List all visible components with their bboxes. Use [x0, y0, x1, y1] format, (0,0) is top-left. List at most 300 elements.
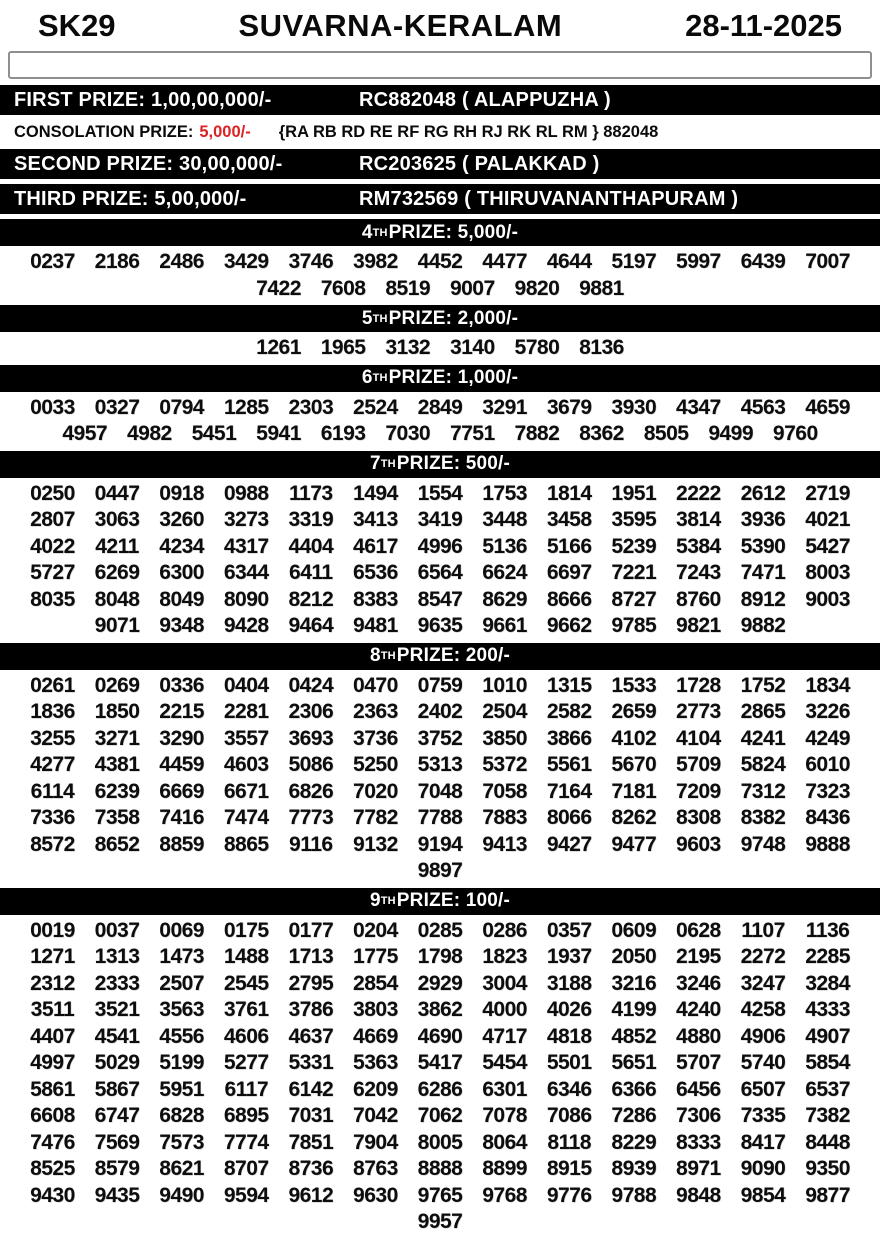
prize-number: 3226: [805, 700, 850, 723]
prize-number: 2486: [159, 250, 204, 273]
prize-number: 3319: [288, 508, 334, 531]
prize-number: 4333: [805, 998, 850, 1021]
prize-number: 8048: [94, 587, 140, 611]
prize-number: 8763: [353, 1157, 398, 1180]
number-row: [0, 276, 880, 303]
prize-number: 3216: [611, 971, 657, 995]
prize-number: 7306: [676, 1104, 721, 1127]
prize-number: 0988: [223, 481, 269, 505]
prize-number: 3761: [223, 998, 269, 1021]
prize-number: 9132: [353, 832, 398, 856]
prize-number: 2312: [30, 971, 75, 995]
prize-number: 6193: [320, 422, 366, 445]
number-row: [0, 673, 880, 700]
prize-number: 1728: [676, 673, 721, 697]
prize-number: 2865: [740, 700, 786, 723]
prize-number: 5727: [30, 561, 75, 584]
prize-number: 0285: [417, 918, 463, 942]
prize-number: 9003: [805, 587, 850, 611]
prize-number: 2050: [611, 945, 657, 968]
second-prize-winner: RC203625 ( PALAKKAD ): [359, 152, 600, 175]
prize-number: 3255: [30, 726, 75, 750]
prize-number: 4690: [417, 1024, 463, 1048]
prize-number: 8417: [740, 1130, 786, 1154]
prize-number: 6301: [482, 1077, 527, 1101]
prize-number: 7181: [611, 779, 657, 803]
prize-number: 5331: [288, 1051, 334, 1074]
third-prize-winner: RM732569 ( THIRUVANANTHAPURAM ): [359, 187, 739, 210]
prize-number: 7416: [159, 806, 204, 829]
prize-number: 6010: [805, 753, 850, 776]
prize-number: 1533: [611, 673, 657, 697]
prize-number: 0357: [546, 918, 592, 942]
prize-number: 8064: [482, 1130, 527, 1154]
prize-number: 6346: [546, 1077, 592, 1101]
prize-number: 8621: [159, 1157, 204, 1180]
prize-number: 8035: [30, 587, 75, 611]
prize-number: 1951: [611, 481, 657, 505]
prize-number: 5384: [676, 534, 721, 558]
prize-number: 9820: [514, 276, 560, 300]
prize-number: 3247: [740, 971, 786, 995]
prize-number: 3063: [94, 508, 140, 531]
prize-number: 5854: [805, 1051, 850, 1074]
prize-number: 1965: [320, 336, 366, 359]
prize-number: 5427: [805, 534, 850, 558]
prize-number: 1494: [353, 481, 398, 505]
prize-number: 7774: [223, 1130, 269, 1154]
prize-number: 9881: [579, 276, 624, 300]
prize-number: 3260: [159, 508, 204, 531]
prize-number: 7221: [611, 561, 657, 584]
prize-number: 2303: [288, 395, 334, 419]
prize-number: 6507: [740, 1077, 786, 1101]
number-row: [0, 858, 880, 885]
prize-number: 7904: [353, 1130, 398, 1154]
prize-number: 2507: [159, 971, 204, 995]
prize-number: 9630: [353, 1183, 398, 1207]
prize-number: 0250: [30, 481, 75, 505]
tier-ordinal: 9: [369, 890, 381, 911]
third-prize-label: THIRD PRIZE: 5,00,000/-: [14, 187, 247, 210]
tier-numbers-5th-prize: [0, 334, 880, 365]
prize-number: 6537: [805, 1077, 850, 1101]
prize-number: 8859: [159, 832, 204, 856]
prize-number: 9499: [708, 422, 754, 445]
prize-number: 4669: [353, 1024, 398, 1048]
prize-number: 0336: [159, 673, 204, 697]
prize-number: 3511: [30, 998, 75, 1021]
prize-number: 9490: [159, 1183, 204, 1207]
prize-number: 4907: [805, 1024, 850, 1048]
prize-number: 5997: [676, 250, 721, 273]
prize-number: 8333: [676, 1130, 721, 1154]
prize-number: 8547: [417, 587, 463, 611]
prize-number: 1752: [740, 673, 786, 697]
tier-title-rest: PRIZE: 500/-: [396, 453, 511, 474]
consolation-amount: 5,000/-: [199, 122, 251, 141]
prize-number: 7474: [223, 806, 269, 829]
prize-number: 8760: [676, 587, 721, 611]
prize-number: 4957: [62, 422, 108, 445]
prize-number: 4199: [611, 998, 657, 1021]
prize-number: 0404: [223, 673, 269, 697]
prize-number: 4982: [126, 422, 172, 445]
prize-number: 5941: [256, 422, 301, 445]
prize-number: 1775: [353, 945, 398, 968]
prize-number: 1834: [805, 673, 850, 697]
prize-number: 5197: [611, 250, 657, 273]
prize-number: 6239: [94, 779, 140, 803]
prize-number: 3290: [159, 726, 204, 750]
prize-number: 6366: [611, 1077, 657, 1101]
prize-number: 4249: [805, 726, 850, 750]
prize-number: 6344: [223, 561, 269, 584]
prize-number: 9661: [482, 614, 527, 637]
number-row: [0, 421, 880, 448]
prize-number: 8136: [579, 336, 624, 359]
prize-number: 1173: [289, 481, 333, 505]
number-row: [0, 971, 880, 998]
prize-number: 8382: [740, 806, 786, 829]
tier-header-7th-prize: 7 TH PRIZE: 500/-: [0, 451, 880, 478]
prize-number: 3557: [223, 726, 269, 750]
prize-number: 4026: [546, 998, 592, 1021]
prize-number: 3679: [546, 395, 592, 419]
prize-number: 2186: [94, 250, 140, 273]
prize-number: 3563: [159, 998, 204, 1021]
prize-number: 0424: [288, 673, 334, 697]
prize-number: 8727: [611, 587, 657, 611]
prize-number: 3850: [482, 726, 527, 750]
prize-number: 7086: [546, 1104, 592, 1127]
prize-number: 1271: [30, 945, 75, 968]
draw-date: 28-11-2025: [685, 8, 842, 43]
prize-number: 1713: [288, 945, 334, 968]
prize-number: 5417: [417, 1051, 463, 1074]
number-row: [0, 249, 880, 276]
prize-number: 3188: [546, 971, 592, 995]
prize-number: 5780: [514, 336, 560, 359]
prize-number: 9071: [94, 614, 140, 637]
prize-number: 9603: [676, 832, 721, 856]
prize-number: 8666: [546, 587, 592, 611]
prize-number: 7382: [805, 1104, 850, 1127]
prize-number: 2363: [353, 700, 398, 723]
prize-number: 5824: [740, 753, 786, 776]
consolation-row: [0, 120, 880, 144]
number-row: [0, 805, 880, 832]
prize-number: 4381: [94, 753, 140, 776]
prize-number: 8262: [611, 806, 657, 829]
prize-number: 9435: [94, 1183, 140, 1207]
number-row: [0, 395, 880, 422]
prize-number: 7788: [417, 806, 463, 829]
prize-number: 7476: [30, 1130, 75, 1154]
prize-number: 4906: [740, 1024, 786, 1048]
prize-number: 4258: [740, 998, 786, 1021]
number-row: [0, 1183, 880, 1210]
prize-number: 4659: [805, 395, 850, 419]
prize-number: 7851: [288, 1130, 334, 1154]
number-row: [0, 613, 880, 640]
prize-number: 9427: [546, 832, 592, 856]
prize-number: 4996: [417, 534, 463, 558]
prize-number: 5707: [676, 1051, 721, 1074]
prize-number: 4603: [223, 753, 269, 776]
prize-number: 7323: [805, 779, 850, 803]
prize-number: 0286: [482, 918, 527, 942]
prize-number: 4563: [740, 395, 786, 419]
prize-number: 3429: [223, 250, 269, 273]
prize-number: 9430: [30, 1183, 75, 1207]
prize-number: 8003: [805, 561, 850, 584]
prize-number: 4102: [611, 726, 657, 750]
prize-number: 5313: [417, 753, 463, 776]
tier-header-4th-prize: 4 TH PRIZE: 5,000/-: [0, 219, 880, 246]
prize-number: 0261: [30, 673, 75, 697]
prize-number: 0175: [223, 918, 269, 942]
prize-number: 6286: [417, 1077, 463, 1101]
number-row: [0, 481, 880, 508]
prize-number: 1798: [417, 945, 463, 968]
prize-number: 9477: [611, 832, 657, 856]
prize-number: 8888: [417, 1157, 463, 1180]
prize-number: 5670: [611, 753, 657, 776]
prize-number: 9662: [546, 614, 592, 637]
prize-number: 8066: [546, 806, 592, 829]
tier-ordinal: 5: [361, 307, 373, 329]
prize-number: 1836: [30, 700, 75, 723]
number-row: [0, 587, 880, 614]
prize-number: 9748: [740, 832, 786, 856]
number-row: [0, 944, 880, 971]
tier-title-rest: PRIZE: 200/-: [396, 645, 511, 666]
prize-number: 2773: [676, 700, 721, 723]
prize-number: 8229: [611, 1130, 657, 1154]
prize-number: 7243: [676, 561, 721, 584]
tier-numbers-4th-prize: [0, 248, 880, 305]
prize-number: 9821: [676, 614, 721, 637]
prize-number: 8118: [547, 1130, 591, 1154]
prize-number: 5250: [353, 753, 398, 776]
prize-number: 0177: [288, 918, 334, 942]
prize-number: 5363: [353, 1051, 398, 1074]
prize-number: 5561: [546, 753, 592, 776]
prize-number: 2281: [223, 700, 269, 723]
prize-number: 7007: [805, 250, 850, 273]
second-prize-label: SECOND PRIZE: 30,00,000/-: [14, 152, 283, 175]
prize-number: 9957: [417, 1210, 463, 1233]
prize-number: 4277: [30, 753, 75, 776]
prize-number: 7078: [482, 1104, 527, 1127]
tier-header-9th-prize: 9 TH PRIZE: 100/-: [0, 888, 880, 915]
tier-header-5th-prize: 5 TH PRIZE: 2,000/-: [0, 305, 880, 332]
prize-number: 4644: [546, 250, 592, 273]
prize-number: 9612: [288, 1183, 334, 1207]
tier-header-8th-prize: 8 TH PRIZE: 200/-: [0, 643, 880, 670]
prize-number: 7164: [546, 779, 592, 803]
lottery-code: SK29: [38, 8, 116, 43]
third-prize-bar: [0, 184, 880, 214]
prize-number: 0327: [94, 395, 140, 419]
prize-number: 9428: [223, 614, 269, 637]
prize-number: 3291: [482, 395, 527, 419]
prize-number: 4452: [417, 250, 463, 273]
prize-number: 0918: [159, 481, 204, 505]
prize-number: 5951: [159, 1077, 204, 1101]
prize-number: 9007: [449, 276, 495, 300]
prize-number: 5136: [482, 534, 527, 558]
prize-number: 5277: [223, 1051, 269, 1074]
tier-numbers-6th-prize: [0, 394, 880, 451]
prize-number: 0069: [159, 918, 204, 942]
number-row: [0, 832, 880, 859]
prize-number: 3458: [546, 508, 592, 531]
tier-numbers-7th-prize: [0, 480, 880, 643]
prize-number: 8519: [385, 276, 431, 300]
tier-title-rest: PRIZE: 2,000/-: [388, 307, 519, 329]
prize-number: 0628: [676, 918, 721, 942]
prize-number: 5239: [611, 534, 657, 558]
consolation-series: {RA RB RD RE RF RG RH RJ RK RL RM } 882048: [278, 122, 659, 141]
tier-ordinal: 8: [369, 645, 381, 666]
prize-number: 7048: [417, 779, 463, 803]
prize-number: 5501: [546, 1051, 592, 1074]
prize-number: 9116: [289, 832, 333, 856]
prize-number: 7058: [482, 779, 527, 803]
prize-number: 3140: [449, 336, 495, 359]
number-row: [0, 560, 880, 587]
tier-ordinal: 4: [361, 221, 373, 243]
prize-number: 2612: [740, 481, 786, 505]
prize-number: 6269: [94, 561, 140, 584]
prize-number: 1285: [223, 395, 269, 419]
number-row: [0, 1050, 880, 1077]
prize-number: 6895: [223, 1104, 269, 1127]
prize-number: 1554: [417, 481, 463, 505]
prize-number: 3862: [417, 998, 463, 1021]
prize-number: 2306: [288, 700, 334, 723]
prize-number: 3736: [353, 726, 398, 750]
prize-number: 5861: [30, 1077, 75, 1101]
prize-number: 8736: [288, 1157, 334, 1180]
prize-number: 1261: [256, 336, 301, 359]
prize-number: 6747: [94, 1104, 140, 1127]
prize-number: 8579: [94, 1157, 140, 1180]
prize-number: 1814: [546, 481, 592, 505]
first-prize-label: FIRST PRIZE: 1,00,00,000/-: [14, 88, 272, 111]
prize-number: 5390: [740, 534, 786, 558]
prize-number: 8362: [579, 422, 624, 445]
prize-number: 2545: [223, 971, 269, 995]
prize-number: 8707: [223, 1157, 269, 1180]
second-prize-bar: [0, 149, 880, 179]
number-row: [0, 1077, 880, 1104]
prize-number: 3814: [676, 508, 721, 531]
prize-number: 3273: [223, 508, 269, 531]
prize-number: 9776: [546, 1183, 592, 1207]
prize-number: 3693: [288, 726, 334, 750]
prize-number: 8899: [482, 1157, 527, 1180]
prize-number: 0033: [30, 395, 75, 419]
prize-number: 6411: [289, 561, 333, 584]
prize-number: 1753: [482, 481, 527, 505]
prize-number: 1937: [546, 945, 592, 968]
prize-number: 3786: [288, 998, 334, 1021]
prize-number: 5029: [94, 1051, 140, 1074]
prize-number: 2504: [482, 700, 527, 723]
prize-number: 8939: [611, 1157, 657, 1180]
number-row: [0, 997, 880, 1024]
prize-number: 4241: [740, 726, 786, 750]
prize-number: 7030: [385, 422, 431, 445]
prize-number: 8448: [805, 1130, 850, 1154]
prize-number: 8090: [223, 587, 269, 611]
prize-number: 9888: [805, 832, 850, 856]
prize-number: 0470: [353, 673, 398, 697]
prize-number: 5166: [546, 534, 592, 558]
prize-number: 7335: [740, 1104, 786, 1127]
prize-number: 2719: [805, 481, 850, 505]
prize-number: 4717: [482, 1024, 527, 1048]
prize-number: 5199: [159, 1051, 204, 1074]
prize-number: 4022: [30, 534, 75, 558]
empty-text-box[interactable]: [8, 51, 872, 79]
prize-number: 7883: [482, 806, 527, 829]
prize-number: 9348: [159, 614, 204, 637]
prize-number: 6564: [417, 561, 463, 584]
prize-number: 9413: [482, 832, 527, 856]
prize-number: 1010: [482, 673, 527, 697]
number-row: [0, 726, 880, 753]
prize-number: 3284: [805, 971, 850, 995]
prize-number: 6608: [30, 1104, 75, 1127]
prize-number: 2272: [740, 945, 786, 968]
prize-number: 8652: [94, 832, 140, 856]
tier-title-rest: PRIZE: 100/-: [396, 890, 511, 911]
prize-number: 5651: [611, 1051, 657, 1074]
prize-number: 4404: [288, 534, 334, 558]
prize-number: 9848: [676, 1183, 721, 1207]
prize-number: 7573: [159, 1130, 204, 1154]
prize-number: 1488: [223, 945, 269, 968]
prize-number: 4211: [95, 534, 139, 558]
tier-numbers-8th-prize: [0, 672, 880, 888]
prize-number: 9882: [740, 614, 786, 637]
prize-number: 1136: [805, 918, 850, 942]
prize-number: 9765: [417, 1183, 463, 1207]
prize-number: 4000: [482, 998, 527, 1021]
prize-number: 2795: [288, 971, 334, 995]
prize-number: 4477: [482, 250, 527, 273]
first-prize-bar: [0, 85, 880, 115]
prize-number: 0447: [94, 481, 140, 505]
prize-number: 3746: [288, 250, 334, 273]
prize-number: 7042: [353, 1104, 398, 1127]
prize-number: 3752: [417, 726, 463, 750]
prize-number: 1473: [159, 945, 204, 968]
prize-number: 4818: [546, 1024, 592, 1048]
number-row: [0, 335, 880, 362]
prize-number: 1313: [94, 945, 140, 968]
prize-number: 2929: [417, 971, 463, 995]
prize-number: 6142: [288, 1077, 334, 1101]
prize-number: 7569: [94, 1130, 140, 1154]
prize-tiers: [0, 219, 880, 1239]
prize-number: 8212: [288, 587, 334, 611]
prize-number: 8971: [676, 1157, 721, 1180]
